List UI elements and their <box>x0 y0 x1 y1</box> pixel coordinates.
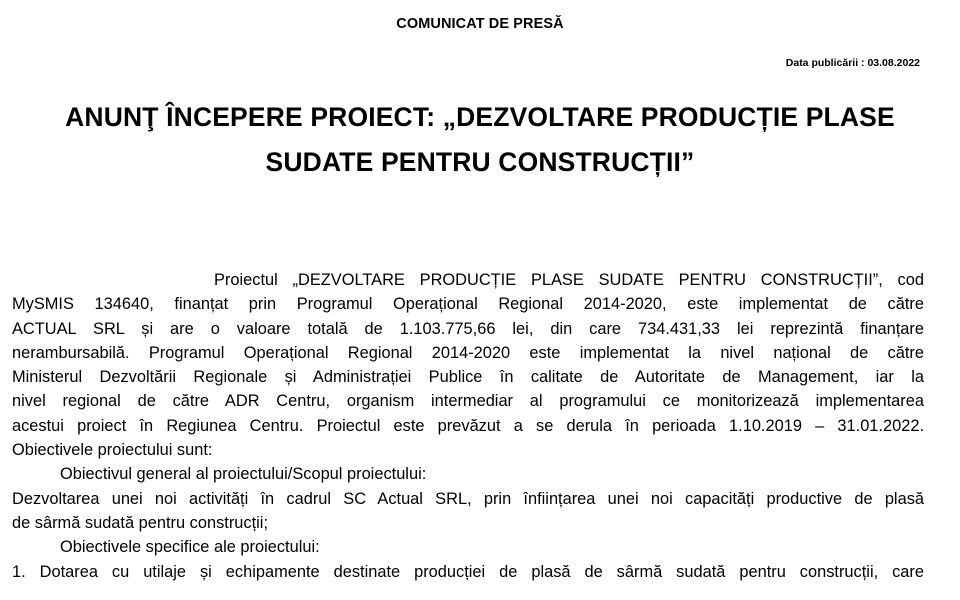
title-line-1: ANUNŢ ÎNCEPERE PROIECT: „DEZVOLTARE PRODUCȚIE PLASE <box>65 102 895 132</box>
body-line: Ministerul Dezvoltării Regionale și Administrației Publice în calitate de Autoritate de Management, iar la <box>12 368 924 387</box>
body-line: Obiectivele specifice ale proiectului: <box>60 538 320 557</box>
body-line: Obiectivul general al proiectului/Scopul proiectului: <box>60 465 427 484</box>
body-line: MySMIS 134640, finanțat prin Programul Operațional Regional 2014-2020, este implementat de către <box>12 295 924 314</box>
body-line: nerambursabilă. Programul Operațional Regional 2014-2020 este implementat la nivel național de către <box>12 343 924 362</box>
body-line: Obiectivele proiectului sunt: <box>12 441 213 460</box>
body-line: acestui proiect în Regiunea Centru. Proiectul este prevăzut a se derula în perioada 1.10.2019 – 31.01.2022. <box>12 416 924 435</box>
body-line: ACTUAL SRL și are o valoare totală de 1.103.775,66 lei, din care 734.431,33 lei reprezintă finanțare <box>12 319 924 338</box>
document-title <box>0 95 960 185</box>
body-line: 1. Dotarea cu utilaje și echipamente destinate producției de plasă de sârmă sudată pentru construcții, care <box>12 562 924 581</box>
publication-date: Data publicării : 03.08.2022 <box>785 57 920 69</box>
body-line: nivel regional de către ADR Centru, organism intermediar al programului ce monitorizează implementarea <box>12 392 924 411</box>
press-release-header: COMUNICAT DE PRESĂ <box>396 16 564 32</box>
title-line-2: SUDATE PENTRU CONSTRUCȚII” <box>265 147 695 177</box>
document-body <box>12 268 924 584</box>
body-line: de sârmă sudată pentru construcții; <box>12 513 269 532</box>
body-line: Proiectul „DEZVOLTARE PRODUCȚIE PLASE SUDATE PENTRU CONSTRUCȚII”, cod <box>214 271 924 289</box>
body-line: Dezvoltarea unei noi activități în cadrul SC Actual SRL, prin înființarea unei noi capacități productive de plasă <box>12 489 924 508</box>
